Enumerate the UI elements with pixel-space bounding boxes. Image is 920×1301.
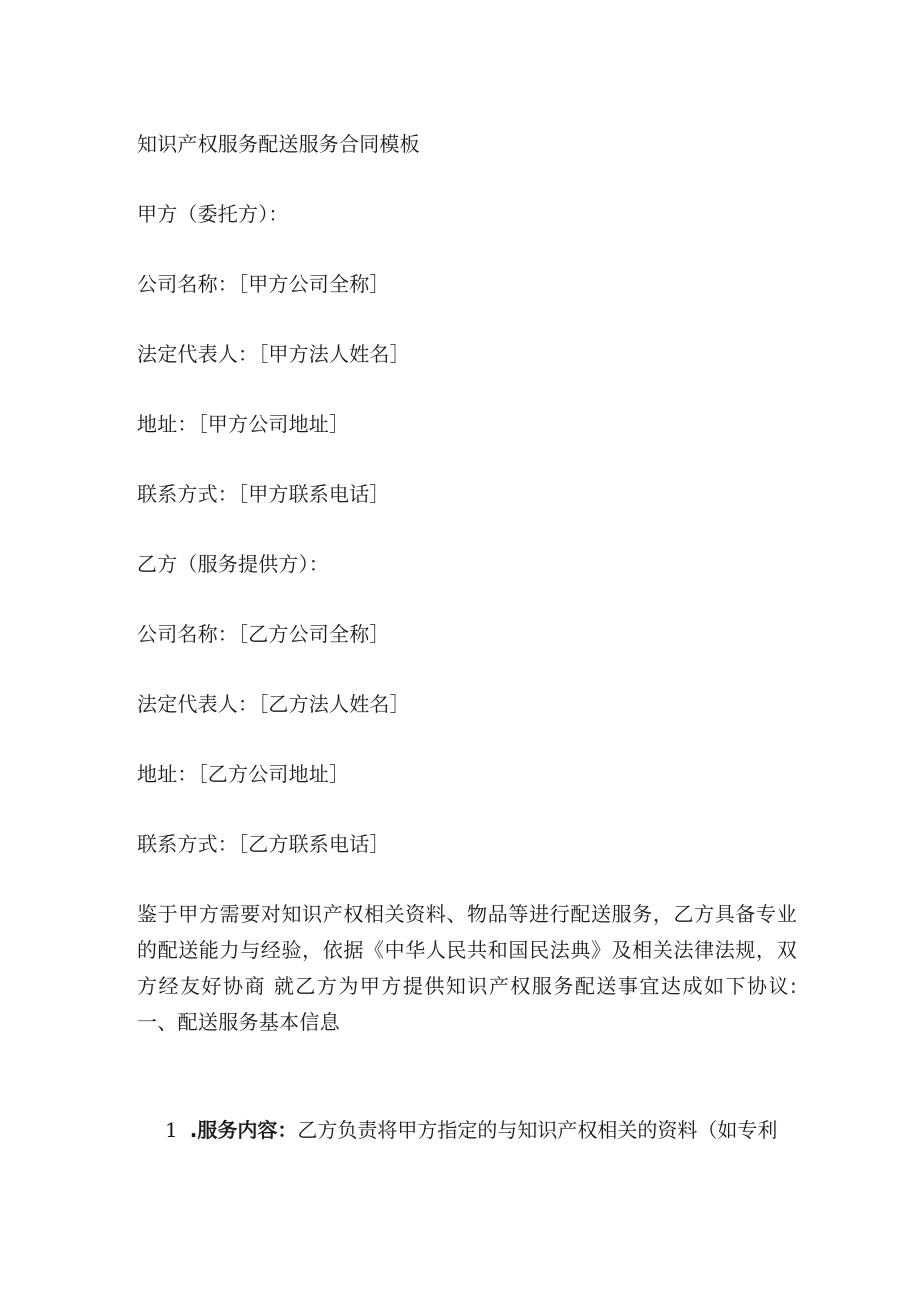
party-a-heading: 甲方（委托方）： (137, 202, 289, 226)
document-title: 知识产权服务配送服务合同模板 (137, 132, 420, 156)
clause-text: 乙方负责将甲方指定的与知识产权相关的资料（如专利 (297, 1118, 778, 1142)
clause-item-1 (165, 1116, 777, 1144)
party-b-heading: 乙方（服务提供方）： (137, 552, 329, 576)
clause-label: .服务内容： (189, 1118, 298, 1142)
party-b-address: 地址：［乙方公司地址］ (137, 762, 350, 786)
clause-number: 1 (165, 1118, 178, 1142)
party-a-address: 地址：［甲方公司地址］ (137, 412, 350, 436)
party-b-representative: 法定代表人：［乙方法人姓名］ (137, 692, 410, 716)
party-a-representative: 法定代表人：［甲方法人姓名］ (137, 342, 410, 366)
party-b-contact: 联系方式：［乙方联系电话］ (137, 832, 390, 856)
party-a-contact: 联系方式：［甲方联系电话］ (137, 482, 390, 506)
preamble-paragraph: 鉴于甲方需要对知识产权相关资料、物品等进行配送服务，乙方具备专业的配送能力与经验，依据《中华人民共和国民法典》及相关法律法规，双方经友好协商 就乙方为甲方提供知识产权服务配送事宜达成如下协议:一、配送服务基本信息 (137, 902, 797, 1034)
party-a-company: 公司名称：［甲方公司全称］ (137, 272, 390, 296)
party-b-company: 公司名称：［乙方公司全称］ (137, 622, 390, 646)
